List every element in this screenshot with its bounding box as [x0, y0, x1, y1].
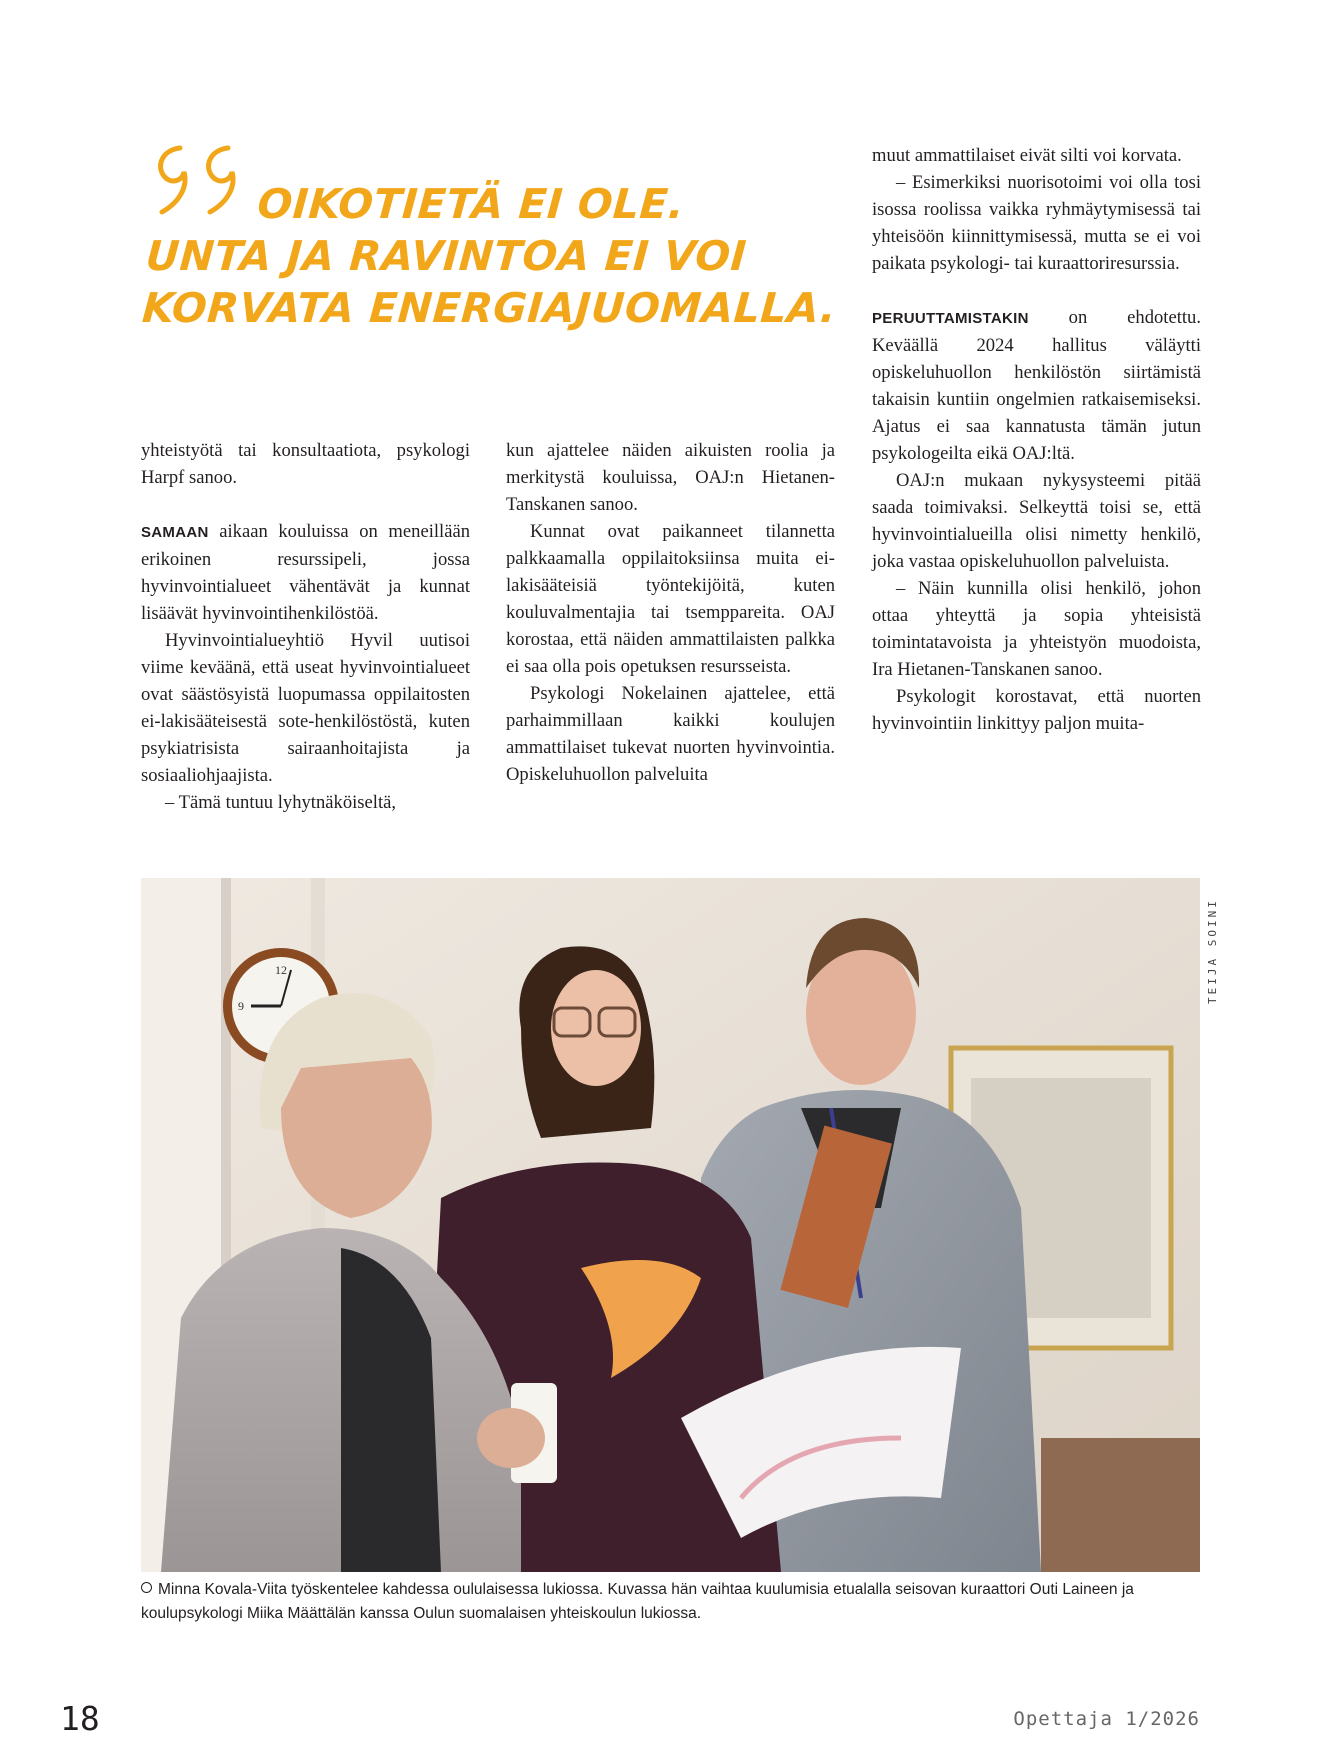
- photo-caption: [141, 1578, 1201, 1626]
- magazine-issue: Opettaja 1/2026: [1013, 1708, 1200, 1730]
- paragraph-text: aikaan kouluissa on meneillään erikoinen resurssipeli, jossa hyvinvointialueet vähentävät ja kunnat lisäävät hyvinvointihenkilöstöä.: [141, 521, 470, 624]
- svg-text:12: 12: [275, 963, 287, 977]
- paragraph: Kunnat ovat paikanneet tilannetta palkkaamalla oppilaitoksiinsa muita ei-lakisääteisiä työntekijöitä, kuten kouluvalmentajia tai tsemppareita. OAJ korostaa, että näiden ammattilaisten palkka ei saa olla pois opetuksen resursseista.: [506, 521, 835, 677]
- article-column-1: [141, 437, 470, 816]
- pull-quote-line: UNTA JA RAVINTOA EI VOI: [144, 232, 749, 280]
- paragraph: kun ajattelee näiden aikuisten roolia ja merkitystä kouluissa, OAJ:n Hietanen-Tanskanen sanoo.: [506, 440, 835, 515]
- pull-quote-line: OIKOTIETÄ EI OLE.: [255, 180, 687, 228]
- article-photo: [141, 878, 1200, 1572]
- lead-word: SAMAAN: [141, 524, 209, 541]
- photo-credit: TEIJA SOINI: [1206, 898, 1219, 1004]
- paragraph: OAJ:n mukaan nykysysteemi pitää saada toimivaksi. Selkeyttä toisi se, että hyvinvointialueilla olisi nimetty henkilö, joka vastaa opiskeluhuollon palveluista.: [872, 470, 1201, 572]
- pull-quote-line: KORVATA ENERGIAJUOMALLA.: [140, 284, 838, 332]
- paragraph: Psykologit korostavat, että nuorten hyvinvointiin linkittyy paljon muita-: [872, 686, 1201, 734]
- paragraph: Psykologi Nokelainen ajattelee, että parhaimmillaan kaikki koulujen ammattilaiset tukevat nuorten hyvinvointia. Opiskeluhuollon palveluita: [506, 683, 835, 785]
- paragraph: – Esimerkiksi nuorisotoimi voi olla tosi isossa roolissa vaikka ryhmäytymisessä tai yhteisöön kiinnittymisessä, mutta se ei voi paikata psykologi- tai kuraattoriresurssia.: [872, 172, 1201, 274]
- paragraph: muut ammattilaiset eivät silti voi korvata.: [872, 145, 1182, 166]
- paragraph: – Tämä tuntuu lyhytnäköiseltä,: [165, 792, 397, 813]
- paragraph: [141, 518, 470, 627]
- pull-quote: [141, 178, 842, 334]
- paragraph: [872, 304, 1201, 467]
- paragraph: – Näin kunnilla olisi henkilö, johon ottaa yhteyttä ja sopia yhteisistä toimintatavoista ja yhteistyön muodoista, Ira Hietanen-Tanskanen sanoo.: [872, 578, 1201, 680]
- caption-text: Minna Kovala-Viita työskentelee kahdessa oululaisessa lukiossa. Kuvassa hän vaihtaa kuulumisia etualalla seisovan kuraattori Outi Laineen ja koulupsykologi Miika Määttälän kanssa Oulun suomalaisen yhteiskoulun lukiossa.: [141, 1581, 1134, 1622]
- page-number: 18: [60, 1699, 100, 1738]
- article-column-3: [872, 142, 1201, 737]
- lead-word: PERUUTTAMISTAKIN: [872, 310, 1029, 327]
- paragraph-text: on ehdotettu. Keväällä 2024 hallitus väläytti opiskeluhuollon henkilöstön siirtämistä takaisin kuntiin ongelmien ratkaisemiseksi. Ajatus ei saa kannatusta tämän jutun psykologeilta eikä OAJ:ltä.: [872, 307, 1201, 464]
- article-column-2: [506, 437, 835, 788]
- svg-text:9: 9: [238, 999, 244, 1013]
- bullet-circle-icon: [141, 1582, 152, 1593]
- paragraph: yhteistyötä tai konsultaatiota, psykologi Harpf sanoo.: [141, 440, 470, 488]
- paragraph: Hyvinvointialueyhtiö Hyvil uutisoi viime keväänä, että useat hyvinvointialueet ovat säästösyistä luopumassa oppilaitosten ei-lakisääteisestä sote-henkilöstöstä, kuten psykiatrisista sairaanhoitajista ja sosiaaliohjaajista.: [141, 630, 470, 786]
